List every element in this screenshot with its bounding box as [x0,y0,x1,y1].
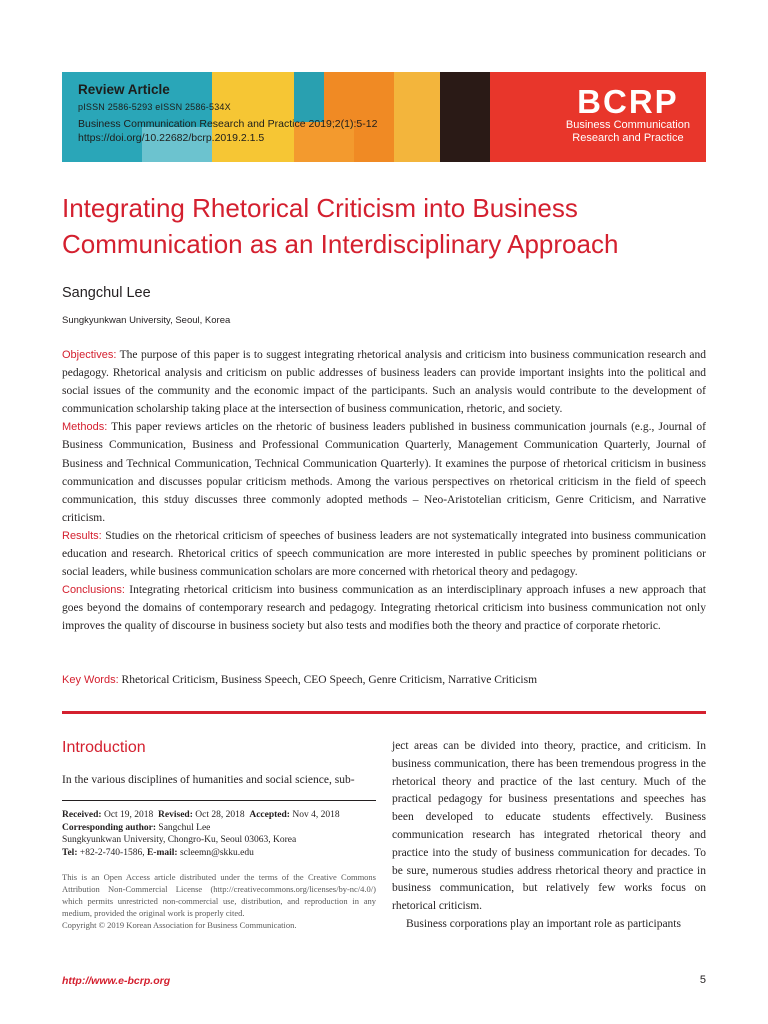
corresponding-name: Sangchul Lee [158,822,211,833]
email-label: E-mail: [146,847,178,858]
keywords-text: Rhetorical Criticism, Business Speech, CEO Speech, Genre Criticism, Narrative Criticism [121,674,538,686]
copyright-text: Copyright © 2019 Korean Association for Business Communication. [62,920,297,930]
conclusions-text: Integrating rhetorical criticism into business communication as an interdisciplinary approach infuses a new approach that goes beyond the domains of contemporary research and pedagogy. Integrating rhetorical criticism into business communication not only improves the quality of discourse in business society but also tests and modifies both the theory and practice of corporate rhetoric. [62,584,707,633]
corresponding-label: Corresponding author: [62,822,157,833]
article-title: Integrating Rhetorical Criticism into Business Communication as an Interdisciplinary Approach [62,193,619,259]
tel-label: Tel: [62,847,78,858]
journal-banner [62,72,706,162]
dates-line [62,809,376,822]
received-date: Oct 19, 2018 [103,810,154,820]
methods-text: This paper reviews articles on the rhetoric of business leaders published in business communication journals (e.g., Journal of Business Communication, Business and Professional Communication Quarterly, Management Communication Quarterly, Journal of Business and Technical Communication, Technical Communication Quarterly). It examines the purpose of rhetorical criticism in business communication and discusses popular criticism methods. Among the various perspectives on rhetorical criticism in the field of speech communication, this stduy discusses three commonly adopted methods – Neo-Aristotelian criticism, Genre Criticism, and Narrative criticism. [62,421,706,524]
objectives-label: Objectives: [62,349,117,361]
banner-text [78,82,377,144]
results-label: Results: [62,529,102,542]
page-number: 5 [699,974,706,986]
tel-number: +82-2-740-1586, [79,847,145,858]
license-text: This is an Open Access article distributed under the terms of the Creative Commons Attribution Non-Commercial License (http://creativecommons.org/licenses/by-nc/4.0/) which permits unrestricted non-commercial use, distribution, and reproduction in any medium, provided the original work is properly cited. [62,872,376,918]
contact-line [62,847,376,860]
address-line: Sungkyunkwan University, Chongro-Ku, Seoul 03063, Korea [62,835,297,845]
banner-block-gold [394,72,440,162]
footnote-divider [62,800,376,801]
corresponding-author-line [62,822,376,835]
bcrp-logo: BCRP [577,83,679,120]
author-name: Sangchul Lee [62,285,151,301]
intro-paragraph-2: Business corporations play an important role as participants [406,917,681,930]
intro-right-column [392,738,706,934]
journal-url-link[interactable]: http://www.e-bcrp.org [62,975,171,987]
banner-block-dark [440,72,490,162]
email-address[interactable]: scleemn@skku.edu [179,847,254,858]
journal-name-line2: Research and Practice [572,132,684,144]
journal-name-line1: Business Communication [565,119,690,131]
keywords-label: Key Words: [62,674,119,686]
methods-label: Methods: [62,421,108,434]
keywords [62,674,706,686]
objectives-text: The purpose of this paper is to suggest integrating rhetorical analysis and criticism into business communication research and pedagogy. Rhetorical analysis and criticism on public addresses of business leaders can provide important insights into the political and social issues of the community and the economic impact of the participants. Such an analysis would contribute to the development of communication scholarship taking place at the intersection of business communication, rhetoric, and society. [62,349,706,416]
intro-paragraph-1: ject areas can be divided into theory, practice, and criticism. In business communication, there has been tremendous progress in the rhetorical theory and practice of the last century. Much of the practical pedagogy for business presentations and speeches has been developed to educate students effectively. Business communication research has integrated rhetorical theory and practice into the study of business communication for decades. To be sure, numerous studies address rhetorical theory and practice in business communication, but relatively few works focus on rhetorical criticism. [392,740,706,913]
abstract [62,346,706,636]
doi-link[interactable]: https://doi.org/10.22682/bcrp.2019.2.1.5 [78,132,265,144]
abstract-results [62,527,706,581]
abstract-objectives [62,346,706,418]
issn: pISSN 2586-5293 eISSN 2586-534X [78,102,231,112]
citation: Business Communication Research and Practice 2019;2(1):5-12 [78,118,378,130]
accepted-date: Nov 4, 2018 [292,810,340,820]
intro-left-text: In the various disciplines of humanities and social science, sub- [62,774,355,786]
article-footnote [62,809,376,859]
revised-date: Oct 28, 2018 [195,810,245,820]
accepted-label: Accepted: [249,810,290,820]
article-type: Review Article [78,82,170,97]
abstract-methods [62,418,706,527]
received-label: Received: [62,810,102,820]
journal-brand [566,85,690,145]
introduction-heading: Introduction [62,739,146,756]
license-notice [62,871,376,931]
results-text: Studies on the rhetorical criticism of speeches of business leaders are not systematically integrated into business communication education and research. Rhetorical critics of speech communication are more interested in public speeches by prominent politicians or social leaders, while business communication scholars are more concerned with rhetorical theory and pedagogy. [62,529,707,579]
revised-label: Revised: [158,810,193,820]
section-divider [62,711,706,714]
abstract-conclusions [62,581,706,635]
conclusions-label: Conclusions: [62,584,125,597]
author-affiliation: Sungkyunkwan University, Seoul, Korea [62,315,231,326]
